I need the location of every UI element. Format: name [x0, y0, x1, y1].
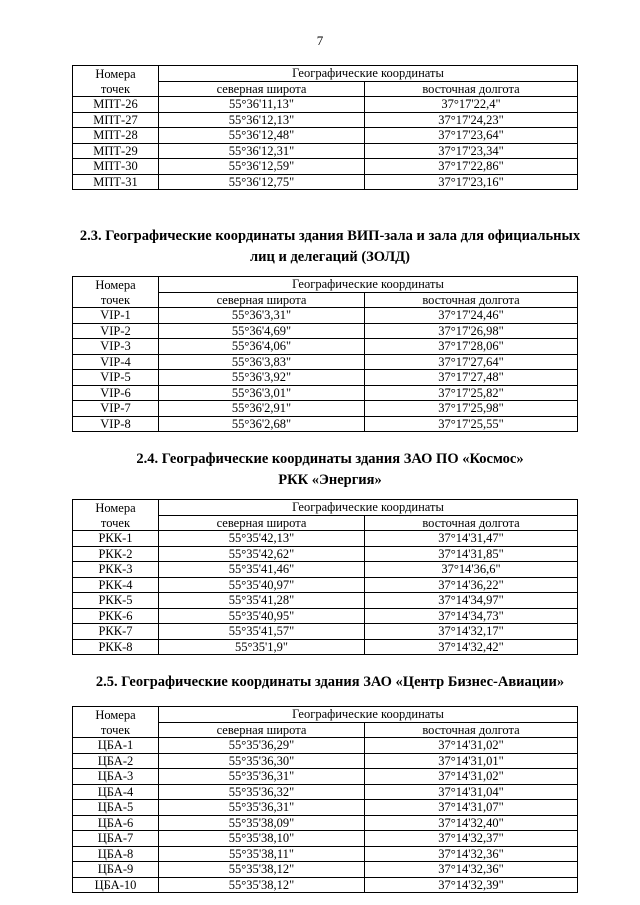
table-row [73, 608, 578, 624]
point-id: РКК-1 [73, 531, 159, 547]
point-id: РКК-4 [73, 577, 159, 593]
header-longitude: восточная долгота [365, 722, 578, 738]
header-points-label: точек [73, 292, 159, 308]
table-row [73, 862, 578, 878]
point-id: МПТ-26 [73, 97, 159, 113]
longitude-value: 37°17'28,06" [365, 339, 578, 355]
table-row [73, 753, 578, 769]
table-row [73, 416, 578, 432]
longitude-value: 37°14'32,36" [365, 846, 578, 862]
longitude-value: 37°17'26,98" [365, 323, 578, 339]
point-id: ЦБА-8 [73, 846, 159, 862]
table-row [73, 577, 578, 593]
longitude-value: 37°17'25,98" [365, 401, 578, 417]
longitude-value: 37°14'31,85" [365, 546, 578, 562]
longitude-value: 37°17'27,48" [365, 370, 578, 386]
table-row [73, 128, 578, 144]
point-id: VIP-2 [73, 323, 159, 339]
header-points-label: Номера [73, 500, 159, 516]
table-row [73, 174, 578, 190]
longitude-value: 37°14'31,01" [365, 753, 578, 769]
longitude-value: 37°17'24,23" [365, 112, 578, 128]
table-header-row [73, 292, 578, 308]
table-row [73, 784, 578, 800]
longitude-value: 37°17'25,55" [365, 416, 578, 432]
point-id: МПТ-29 [73, 143, 159, 159]
table-row [73, 769, 578, 785]
latitude-value: 55°36'2,91" [159, 401, 365, 417]
point-id: ЦБА-7 [73, 831, 159, 847]
point-id: VIP-8 [73, 416, 159, 432]
latitude-value: 55°35'36,31" [159, 800, 365, 816]
table-row [73, 877, 578, 893]
longitude-value: 37°14'31,04" [365, 784, 578, 800]
latitude-value: 55°35'41,57" [159, 624, 365, 640]
table-row [73, 815, 578, 831]
longitude-value: 37°14'36,6" [365, 562, 578, 578]
header-points-label: точек [73, 722, 159, 738]
point-id: РКК-7 [73, 624, 159, 640]
latitude-value: 55°35'38,11" [159, 846, 365, 862]
latitude-value: 55°36'12,48" [159, 128, 365, 144]
point-id: VIP-7 [73, 401, 159, 417]
section-title-2-5 [60, 672, 600, 693]
longitude-value: 37°14'31,07" [365, 800, 578, 816]
table-row [73, 639, 578, 655]
latitude-value: 55°36'4,06" [159, 339, 365, 355]
point-id: РКК-8 [73, 639, 159, 655]
longitude-value: 37°14'34,97" [365, 593, 578, 609]
header-coordinates-group: Географические координаты [159, 707, 578, 723]
coordinates-table-mpt [72, 65, 578, 190]
point-id: VIP-6 [73, 385, 159, 401]
longitude-value: 37°14'31,47" [365, 531, 578, 547]
latitude-value: 55°35'38,10" [159, 831, 365, 847]
table-row [73, 385, 578, 401]
latitude-value: 55°36'3,83" [159, 354, 365, 370]
latitude-value: 55°36'3,92" [159, 370, 365, 386]
section-title-line: лиц и делегаций (ЗОЛД) [250, 249, 410, 265]
section-title-2-3 [60, 226, 600, 268]
longitude-value: 37°17'25,82" [365, 385, 578, 401]
coordinates-table-rkk [72, 499, 578, 655]
latitude-value: 55°36'12,31" [159, 143, 365, 159]
table-header-row [73, 500, 578, 516]
coordinates-table-cba [72, 706, 578, 893]
latitude-value: 55°35'41,28" [159, 593, 365, 609]
table-row [73, 593, 578, 609]
table-row [73, 112, 578, 128]
latitude-value: 55°35'38,09" [159, 815, 365, 831]
header-coordinates-group: Географические координаты [159, 277, 578, 293]
table-row [73, 738, 578, 754]
latitude-value: 55°35'36,30" [159, 753, 365, 769]
table-row [73, 339, 578, 355]
header-coordinates-group: Географические координаты [159, 66, 578, 82]
point-id: МПТ-30 [73, 159, 159, 175]
latitude-value: 55°35'40,97" [159, 577, 365, 593]
latitude-value: 55°36'2,68" [159, 416, 365, 432]
point-id: РКК-6 [73, 608, 159, 624]
header-points-label: Номера [73, 277, 159, 293]
longitude-value: 37°14'32,39" [365, 877, 578, 893]
header-points-label: точек [73, 81, 159, 97]
point-id: VIP-3 [73, 339, 159, 355]
latitude-value: 55°36'3,01" [159, 385, 365, 401]
latitude-value: 55°36'12,59" [159, 159, 365, 175]
latitude-value: 55°36'12,75" [159, 174, 365, 190]
table-row [73, 846, 578, 862]
section-title-line: РКК «Энергия» [278, 472, 382, 488]
longitude-value: 37°14'32,40" [365, 815, 578, 831]
longitude-value: 37°14'32,17" [365, 624, 578, 640]
table-header-row [73, 277, 578, 293]
table-header-row [73, 722, 578, 738]
point-id: ЦБА-3 [73, 769, 159, 785]
longitude-value: 37°14'36,22" [365, 577, 578, 593]
latitude-value: 55°35'38,12" [159, 862, 365, 878]
longitude-value: 37°14'34,73" [365, 608, 578, 624]
table-row [73, 370, 578, 386]
table-row [73, 401, 578, 417]
table-row [73, 159, 578, 175]
longitude-value: 37°14'32,36" [365, 862, 578, 878]
table-row [73, 531, 578, 547]
table-row [73, 143, 578, 159]
longitude-value: 37°17'24,46" [365, 308, 578, 324]
point-id: РКК-2 [73, 546, 159, 562]
header-longitude: восточная долгота [365, 292, 578, 308]
latitude-value: 55°36'3,31" [159, 308, 365, 324]
latitude-value: 55°35'42,62" [159, 546, 365, 562]
table-row [73, 323, 578, 339]
point-id: РКК-3 [73, 562, 159, 578]
table-row [73, 546, 578, 562]
table-header-row [73, 515, 578, 531]
table-row [73, 831, 578, 847]
point-id: VIP-1 [73, 308, 159, 324]
latitude-value: 55°35'1,9" [159, 639, 365, 655]
point-id: ЦБА-4 [73, 784, 159, 800]
point-id: VIP-4 [73, 354, 159, 370]
latitude-value: 55°36'4,69" [159, 323, 365, 339]
longitude-value: 37°14'32,37" [365, 831, 578, 847]
latitude-value: 55°35'41,46" [159, 562, 365, 578]
point-id: МПТ-27 [73, 112, 159, 128]
point-id: МПТ-31 [73, 174, 159, 190]
page-number: 7 [316, 33, 324, 48]
table-row [73, 308, 578, 324]
latitude-value: 55°35'36,29" [159, 738, 365, 754]
longitude-value: 37°17'23,64" [365, 128, 578, 144]
point-id: ЦБА-10 [73, 877, 159, 893]
longitude-value: 37°14'31,02" [365, 769, 578, 785]
longitude-value: 37°17'23,34" [365, 143, 578, 159]
header-latitude: северная широта [159, 722, 365, 738]
table-row [73, 354, 578, 370]
latitude-value: 55°35'36,31" [159, 769, 365, 785]
table-row [73, 97, 578, 113]
latitude-value: 55°35'36,32" [159, 784, 365, 800]
latitude-value: 55°36'11,13" [159, 97, 365, 113]
header-points-label: Номера [73, 707, 159, 723]
point-id: ЦБА-5 [73, 800, 159, 816]
table-row [73, 562, 578, 578]
header-points-label: точек [73, 515, 159, 531]
section-title-2-4 [60, 449, 600, 491]
header-points-label: Номера [73, 66, 159, 82]
section-title-line: 2.3. Географические координаты здания ВИП-зала и зала для официальных [79, 228, 581, 244]
longitude-value: 37°14'31,02" [365, 738, 578, 754]
point-id: ЦБА-6 [73, 815, 159, 831]
header-longitude: восточная долгота [365, 515, 578, 531]
longitude-value: 37°17'23,16" [365, 174, 578, 190]
section-title-line: 2.4. Географические координаты здания ЗАО ПО «Космос» [136, 451, 524, 467]
table-row [73, 624, 578, 640]
table-header-row [73, 81, 578, 97]
table-row [73, 800, 578, 816]
point-id: ЦБА-9 [73, 862, 159, 878]
header-coordinates-group: Географические координаты [159, 500, 578, 516]
longitude-value: 37°17'22,4" [365, 97, 578, 113]
point-id: ЦБА-2 [73, 753, 159, 769]
section-title-line: 2.5. Географические координаты здания ЗАО «Центр Бизнес-Авиации» [95, 674, 565, 690]
table-header-row [73, 707, 578, 723]
longitude-value: 37°17'22,86" [365, 159, 578, 175]
table-header-row [73, 66, 578, 82]
point-id: VIP-5 [73, 370, 159, 386]
header-longitude: восточная долгота [365, 81, 578, 97]
latitude-value: 55°35'38,12" [159, 877, 365, 893]
latitude-value: 55°35'42,13" [159, 531, 365, 547]
point-id: РКК-5 [73, 593, 159, 609]
header-latitude: северная широта [159, 515, 365, 531]
latitude-value: 55°36'12,13" [159, 112, 365, 128]
header-latitude: северная широта [159, 81, 365, 97]
header-latitude: северная широта [159, 292, 365, 308]
longitude-value: 37°14'32,42" [365, 639, 578, 655]
point-id: МПТ-28 [73, 128, 159, 144]
latitude-value: 55°35'40,95" [159, 608, 365, 624]
coordinates-table-vip [72, 276, 578, 432]
longitude-value: 37°17'27,64" [365, 354, 578, 370]
point-id: ЦБА-1 [73, 738, 159, 754]
